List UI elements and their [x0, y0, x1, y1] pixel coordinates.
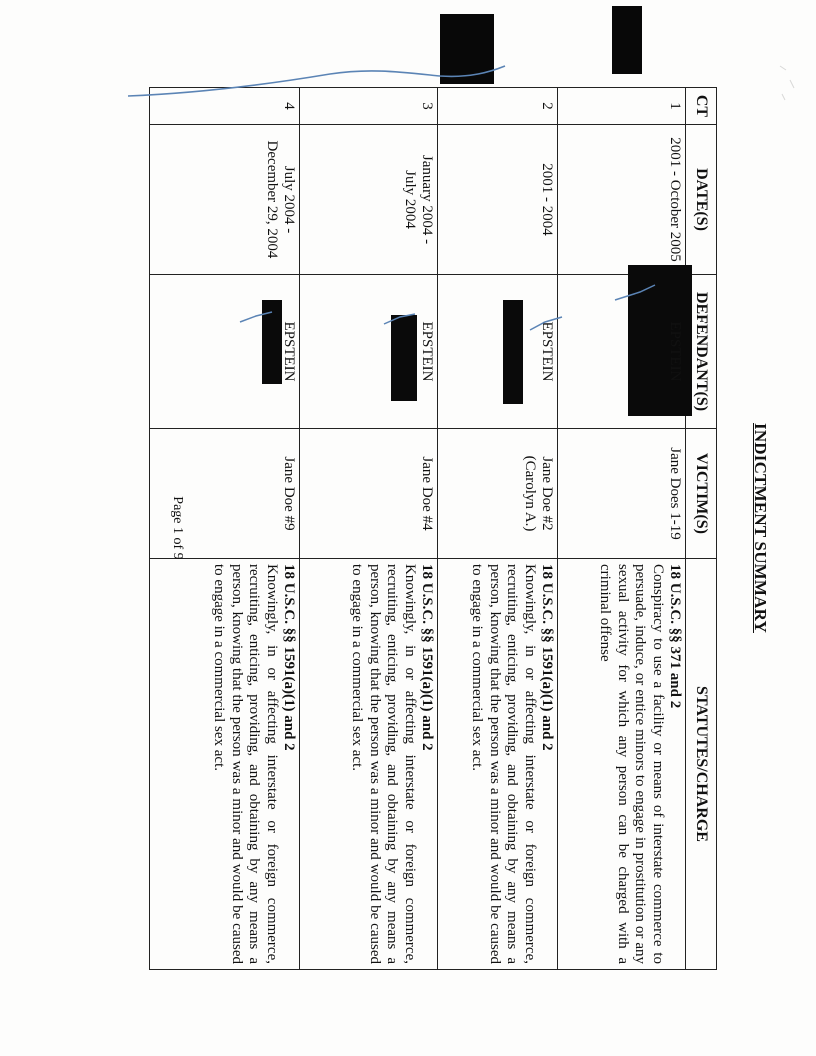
date-line: 2001 - October 2005 — [667, 137, 683, 262]
defendant-name: EPSTEIN — [419, 321, 435, 382]
statute-citation: 18 U.S.C. §§ 1591(a)(1) and 2 — [281, 564, 297, 751]
date-line: July 2004 — [401, 170, 418, 229]
victim-line: (Carolyn A.) — [521, 455, 538, 532]
date-line: July 2004 - — [281, 165, 297, 234]
date-line: December 29, 2004 — [263, 140, 280, 259]
defendant-cell — [300, 275, 438, 429]
statute-charge-cell — [438, 559, 558, 970]
count-number: 4 — [150, 88, 300, 125]
redaction-block — [612, 6, 642, 74]
table-row — [300, 88, 438, 970]
statute-citation: 18 U.S.C. §§ 371 and 2 — [667, 564, 683, 709]
date-range — [300, 125, 438, 275]
date-line: January 2004 - — [419, 154, 435, 245]
charge-text: Knowingly, in or affecting interstate or foreign commerce, recruiting, enticing, providing, and obtaining by any means a person, knowing that the person was a minor and would be caused to engage in a commercial sex act. — [211, 564, 280, 964]
statute-charge-cell — [300, 559, 438, 970]
scan-speck — [776, 60, 800, 106]
defendant-name: EPSTEIN — [281, 321, 297, 382]
redaction-block — [440, 14, 494, 84]
header-ct: CT — [686, 88, 717, 125]
statute-charge-cell — [558, 559, 686, 970]
table-row — [438, 88, 558, 970]
date-line: 2001 - 2004 — [539, 163, 555, 236]
defendant-cell — [438, 275, 558, 429]
table-row — [558, 88, 686, 970]
defendant-cell — [558, 275, 686, 429]
header-victims: VICTIM(S) — [686, 429, 717, 559]
defendant-name: EPSTEIN — [667, 321, 683, 382]
victim-line: Jane Doe #4 — [419, 456, 435, 531]
victim-line: Jane Doe #9 — [281, 456, 297, 531]
document-title-text: INDICTMENT SUMMARY — [751, 423, 770, 633]
date-range — [438, 125, 558, 275]
victim-cell — [558, 429, 686, 559]
rotated-page-content — [155, 87, 775, 969]
count-number: 2 — [438, 88, 558, 125]
defendant-name: EPSTEIN — [539, 321, 555, 382]
charge-text: Knowingly, in or affecting interstate or foreign commerce, recruiting, enticing, providing, and obtaining by any means a person, knowing that the person was a minor and would be caused to engage in a commercial sex act. — [349, 564, 418, 964]
victim-line: Jane Doe #2 — [539, 456, 555, 531]
statute-citation: 18 U.S.C. §§ 1591(a)(1) and 2 — [419, 564, 435, 751]
victim-line: Jane Does 1-19 — [667, 447, 683, 540]
document-title — [735, 87, 775, 969]
header-dates: DATE(S) — [686, 125, 717, 275]
statute-citation: 18 U.S.C. §§ 1591(a)(1) and 2 — [539, 564, 555, 751]
count-number: 1 — [558, 88, 686, 125]
header-statutes: STATUTES/CHARGE — [686, 559, 717, 970]
indictment-summary-table — [149, 87, 717, 970]
redaction-block — [503, 300, 523, 404]
page-number: Page 1 of 9 — [170, 496, 185, 560]
redaction-block — [391, 315, 417, 401]
date-range — [558, 125, 686, 275]
victim-cell — [438, 429, 558, 559]
count-number: 3 — [300, 88, 438, 125]
table-header-row — [686, 88, 717, 970]
charge-text: Conspiracy to use a facility or means of interstate commerce to persuade, induce, or entice minors to engage in prostitution or any sexual activity for which any person can be charged with a criminal offense — [597, 564, 666, 964]
charge-text: Knowingly, in or affecting interstate or foreign commerce, recruiting, enticing, providing, and obtaining by any means a person, knowing that the person was a minor and would be caused to engage in a commercial sex act. — [469, 564, 538, 964]
header-defendants: DEFENDANT(S) — [686, 275, 717, 429]
redaction-block — [262, 300, 282, 384]
victim-cell — [300, 429, 438, 559]
